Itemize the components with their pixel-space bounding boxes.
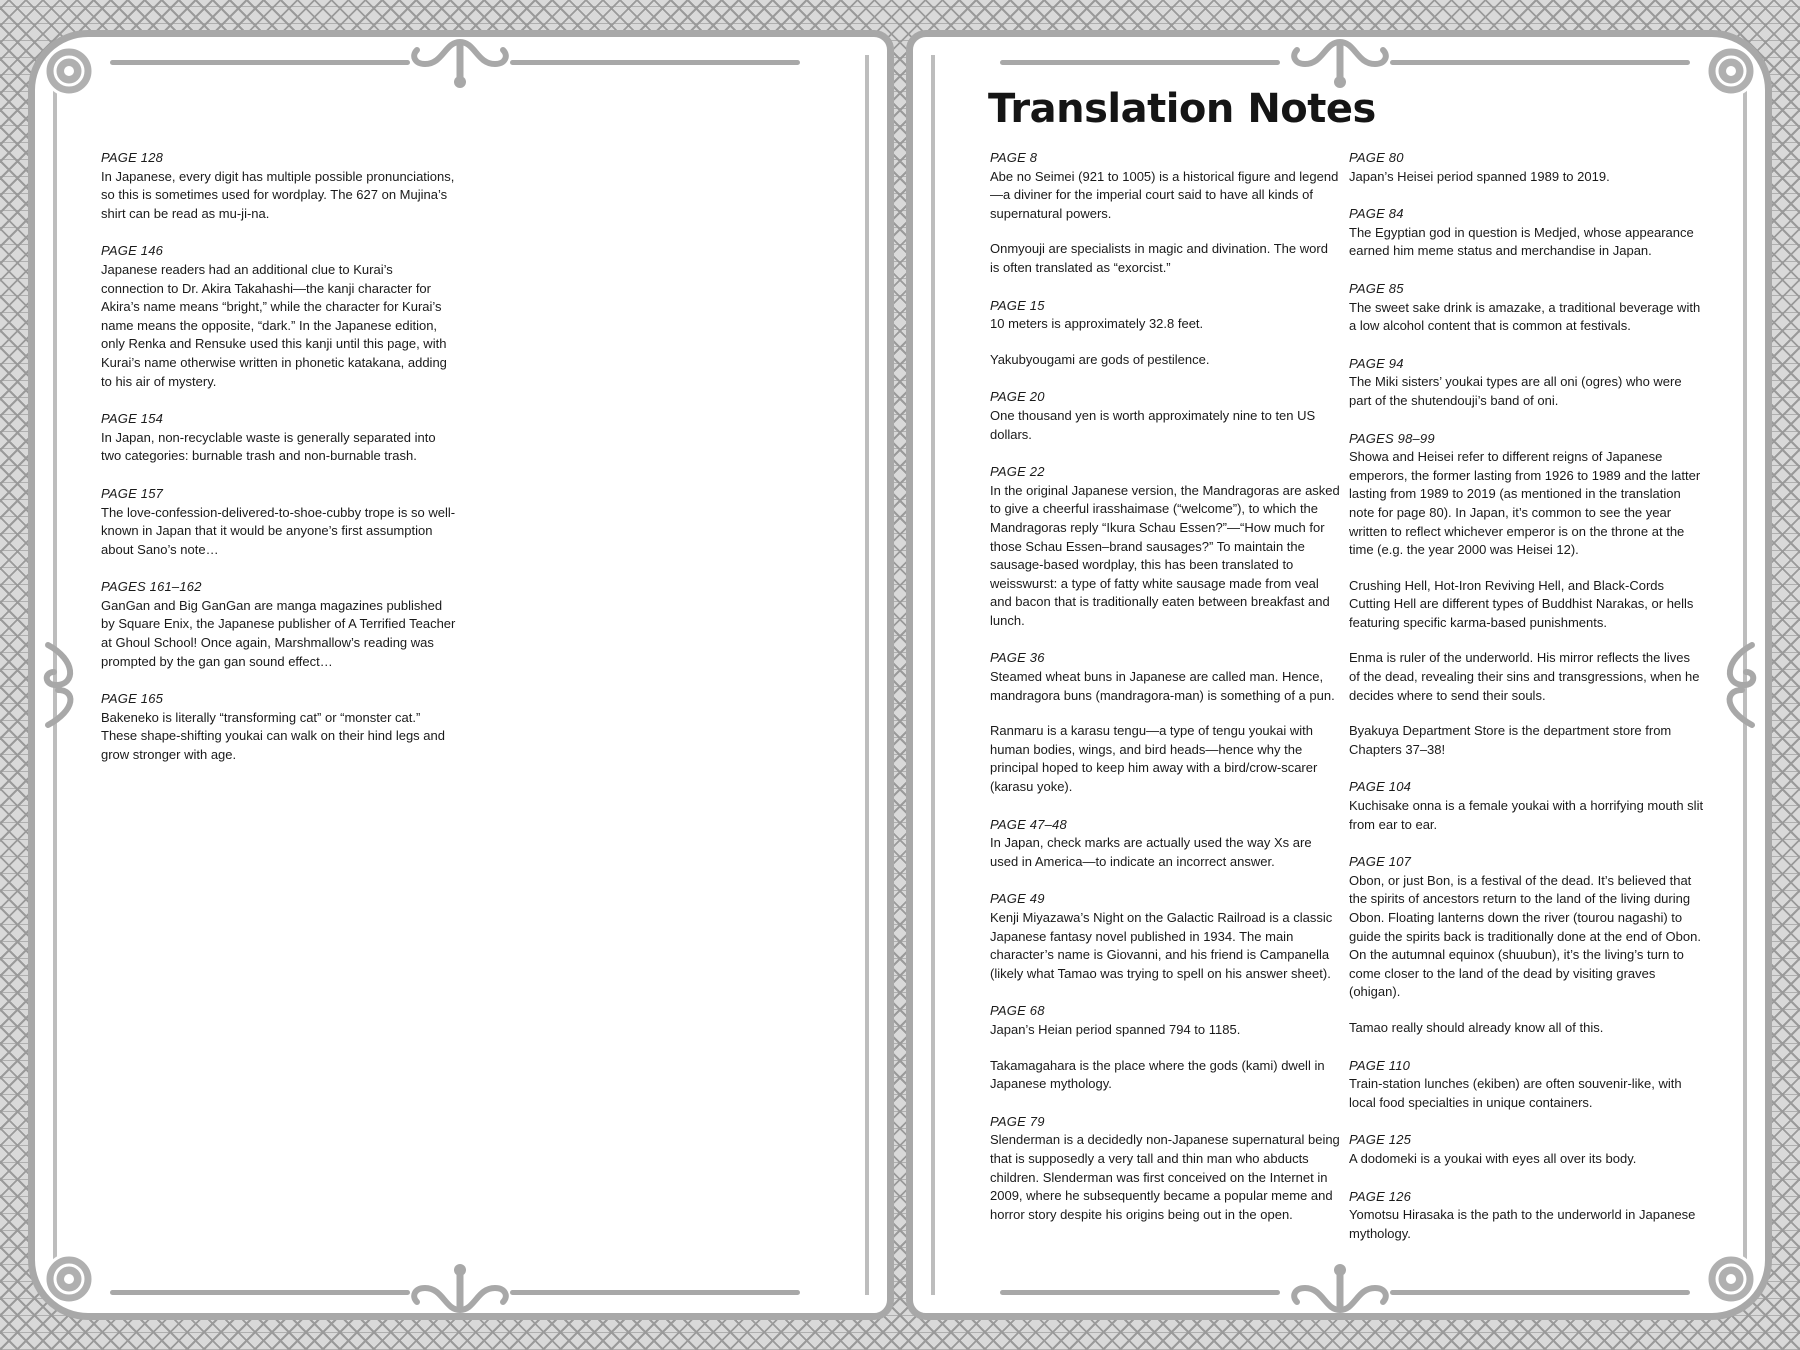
note-entry xyxy=(1349,1131,1704,1168)
note-text: Slenderman is a decidedly non-Japanese supernatural being that is supposedly a very tall and thin man who abducts children. Slenderman was first conceived on the Internet in 2009, where he subsequently became a popular meme and horror story despite his origins being out in the open. xyxy=(990,1132,1340,1222)
note-page-label: PAGE 157 xyxy=(101,485,164,501)
note-entry xyxy=(1349,778,1704,834)
note-entry xyxy=(101,149,456,223)
note-page-label: PAGE 126 xyxy=(1349,1188,1412,1204)
note-text: Japan’s Heisei period spanned 1989 to 2019. xyxy=(1349,168,1610,184)
note-entry xyxy=(1349,149,1704,186)
note-text: Ranmaru is a karasu tengu—a type of tengu youkai with human bodies, wings, and bird heads—hence why the principal hoped to keep him away with a bird/crow-scarer (karasu yoke). xyxy=(990,723,1318,795)
note-page-label: PAGE 22 xyxy=(990,464,1045,480)
note-page-label: PAGE 154 xyxy=(101,411,164,427)
note-entry xyxy=(990,890,1340,983)
note-page-label: PAGE 68 xyxy=(990,1003,1045,1019)
note-text: In Japan, check marks are actually used the way Xs are used in America—to indicate an incorrect answer. xyxy=(990,835,1312,869)
note-text: In the original Japanese version, the Mandragoras are asked to give a cheerful irasshaimase (“welcome”), to which the Mandragoras reply “Ikura Schau Essen?”—“How much for those Schau Essen–brand sausages?” To maintain the sausage-based wordplay, this has been translated to weisswurst: a type of fatty white sausage made from veal and bacon that is traditionally eaten between breakfast and lunch. xyxy=(990,482,1340,628)
left-page-gutter-rule xyxy=(865,55,869,1295)
note-entry xyxy=(990,1113,1340,1225)
note-page-label: PAGE 128 xyxy=(101,150,164,165)
note-page-label: PAGE 85 xyxy=(1349,280,1404,296)
note-text: The Egyptian god in question is Medjed, whose appearance earned him meme status and merchandise in Japan. xyxy=(1349,224,1694,259)
note-text: Onmyouji are specialists in magic and divination. The word is often translated as “exorcist.” xyxy=(990,241,1328,275)
note-page-label: PAGE 80 xyxy=(1349,150,1404,165)
note-text: Yakubyougami are gods of pestilence. xyxy=(990,351,1210,367)
scroll-flourish-ornament-icon xyxy=(1285,34,1395,90)
note-text: Bakeneko is literally “transforming cat” or “monster cat.” These shape-shifting youkai can walk on their hind legs and grow stronger with age. xyxy=(101,709,445,763)
right-page-notes-column-1 xyxy=(990,149,1340,1243)
note-page-label: PAGE 107 xyxy=(1349,854,1412,870)
note-page-label: PAGE 104 xyxy=(1349,779,1412,795)
note-entry xyxy=(1349,205,1704,261)
corner-rose-ornament-icon xyxy=(34,1244,104,1314)
note-text: In Japan, non-recyclable waste is generally separated into two categories: burnable trash and non-burnable trash. xyxy=(101,429,436,464)
bottom-rule-left-b xyxy=(510,1290,800,1295)
note-text: 10 meters is approximately 32.8 feet. xyxy=(990,316,1204,332)
note-text: Kuchisake onna is a female youkai with a horrifying mouth slit from ear to ear. xyxy=(1349,798,1704,832)
note-page-label: PAGES 161–162 xyxy=(101,579,202,595)
note-entry xyxy=(101,485,456,559)
note-text: Byakuya Department Store is the department store from Chapters 37–38! xyxy=(1349,723,1672,757)
note-page-label: PAGE 15 xyxy=(990,297,1045,313)
note-entry xyxy=(990,816,1340,872)
note-text: Yomotsu Hirasaka is the path to the underworld in Japanese mythology. xyxy=(1349,1207,1696,1241)
note-text: Obon, or just Bon, is a festival of the dead. It’s believed that the spirits of ancestors return to the land of the living during Obon. Floating lanterns down the river (tourou nagashi) to guide the spirits back is traditionally done at the end of Obon. On the autumnal equinox (shuubun), it’s the living’s turn to come closer to the land of the dead by visiting graves (ohigan). xyxy=(1349,872,1701,1000)
note-entry xyxy=(990,297,1340,370)
note-page-label: PAGE 36 xyxy=(990,650,1045,666)
note-entry xyxy=(101,242,456,391)
note-text: Takamagahara is the place where the gods (kami) dwell in Japanese mythology. xyxy=(990,1057,1325,1092)
note-text: In Japanese, every digit has multiple possible pronunciations, so this is sometimes used for wordplay. The 627 on Mujina’s shirt can be read as mu-ji-na. xyxy=(101,168,455,221)
note-page-label: PAGE 8 xyxy=(990,150,1038,165)
top-rule-left-b xyxy=(510,60,800,65)
note-text: Crushing Hell, Hot-Iron Reviving Hell, and Black-Cords Cutting Hell are different types of Buddhist Narakas, or hells featuring specific karma-based punishments. xyxy=(1349,577,1694,630)
note-entry xyxy=(1349,853,1704,1037)
note-page-label: PAGE 20 xyxy=(990,389,1045,405)
note-page-label: PAGE 47–48 xyxy=(990,816,1067,832)
note-entry xyxy=(990,649,1340,796)
note-page-label: PAGE 49 xyxy=(990,891,1045,907)
corner-rose-ornament-icon xyxy=(1696,1244,1766,1314)
page-title: Translation Notes xyxy=(988,86,1376,132)
note-entry xyxy=(101,690,456,764)
note-page-label: PAGE 79 xyxy=(990,1113,1045,1129)
top-rule-right-a xyxy=(1000,60,1280,65)
corner-rose-ornament-icon xyxy=(1696,36,1766,106)
note-text: Kenji Miyazawa’s Night on the Galactic Railroad is a classic Japanese fantasy novel published in 1934. The main character’s name is Giovanni, and his friend is Campanella (likely what Tamao was trying to spell on his answer sheet). xyxy=(990,910,1333,981)
note-entry xyxy=(1349,1057,1704,1113)
note-entry xyxy=(1349,1188,1704,1244)
note-page-label: PAGES 98–99 xyxy=(1349,430,1435,446)
note-entry xyxy=(990,1002,1340,1093)
top-rule-left-a xyxy=(110,60,410,65)
note-page-label: PAGE 84 xyxy=(1349,206,1404,222)
bottom-rule-right-b xyxy=(1390,1290,1690,1295)
note-text: GanGan and Big GanGan are manga magazines published by Square Enix, the Japanese publisher of A Terrified Teacher at Ghoul School! Once again, Marshmallow’s reading was prompted by the gan gan sound effect… xyxy=(101,597,456,669)
note-text: Japanese readers had an additional clue to Kurai’s connection to Dr. Akira Takahashi—the kanji character for Akira’s name means “bright,” while the character for Kurai’s name means the opposite, “dark.” In the Japanese edition, only Renka and Rensuke used this kanji until this page, with Kurai’s name otherwise written in phonetic katakana, adding to his air of mystery. xyxy=(101,261,447,389)
note-entry xyxy=(1349,430,1704,760)
top-rule-right-b xyxy=(1390,60,1690,65)
side-curl-ornament-icon xyxy=(1714,640,1764,730)
note-text: Japan’s Heian period spanned 794 to 1185. xyxy=(990,1021,1241,1037)
bottom-rule-right-a xyxy=(1000,1290,1280,1295)
note-entry xyxy=(101,578,456,671)
right-page-notes-column-2 xyxy=(1349,149,1704,1262)
scroll-flourish-ornament-icon xyxy=(405,34,515,90)
note-entry xyxy=(101,410,456,466)
bottom-rule-left-a xyxy=(110,1290,410,1295)
note-text: Showa and Heisei refer to different reigns of Japanese emperors, the former lasting from 1926 to 1989 and the latter lasting from 1989 to 2019 (as mentioned in the translation note for page 80). In Japan, it’s common to see the year written to reflect whichever emperor is on the throne at the time (e.g. the year 2000 was Heisei 12). xyxy=(1349,449,1701,558)
corner-rose-ornament-icon xyxy=(34,36,104,106)
note-text: One thousand yen is worth approximately nine to ten US dollars. xyxy=(990,407,1316,442)
note-entry xyxy=(990,388,1340,444)
note-text: Steamed wheat buns in Japanese are called man. Hence, mandragora buns (mandragora-man) is something of a pun. xyxy=(990,669,1335,703)
note-text: A dodomeki is a youkai with eyes all over its body. xyxy=(1349,1150,1637,1166)
note-page-label: PAGE 94 xyxy=(1349,355,1404,371)
note-text: The love-confession-delivered-to-shoe-cubby trope is so well-known in Japan that it would be anyone’s first assumption about Sano’s note… xyxy=(101,504,456,557)
scroll-flourish-ornament-icon xyxy=(405,1262,515,1318)
note-entry xyxy=(990,149,1340,278)
note-text: The Miki sisters’ youkai types are all oni (ogres) who were part of the shutendouji’s band of oni. xyxy=(1349,374,1682,408)
note-page-label: PAGE 165 xyxy=(101,691,164,707)
note-text: Abe no Seimei (921 to 1005) is a historical figure and legend—a diviner for the imperial court said to have all kinds of supernatural powers. xyxy=(990,168,1339,221)
note-page-label: PAGE 146 xyxy=(101,243,164,259)
note-entry xyxy=(1349,280,1704,336)
note-text: Train-station lunches (ekiben) are often souvenir-like, with local food specialties in unique containers. xyxy=(1349,1076,1682,1110)
right-page-gutter-rule xyxy=(931,55,935,1295)
note-entry xyxy=(1349,355,1704,411)
left-page-notes-column xyxy=(101,149,456,784)
note-page-label: PAGE 110 xyxy=(1349,1057,1411,1073)
side-curl-ornament-icon xyxy=(36,640,86,730)
note-page-label: PAGE 125 xyxy=(1349,1132,1412,1148)
note-text: Enma is ruler of the underworld. His mirror reflects the lives of the dead, revealing their sins and transgressions, when he decides where to send their souls. xyxy=(1349,650,1700,703)
scroll-flourish-ornament-icon xyxy=(1285,1262,1395,1318)
note-text: The sweet sake drink is amazake, a traditional beverage with a low alcohol content that is common at festivals. xyxy=(1349,299,1701,334)
note-entry xyxy=(990,463,1340,630)
note-text: Tamao really should already know all of this. xyxy=(1349,1019,1604,1035)
